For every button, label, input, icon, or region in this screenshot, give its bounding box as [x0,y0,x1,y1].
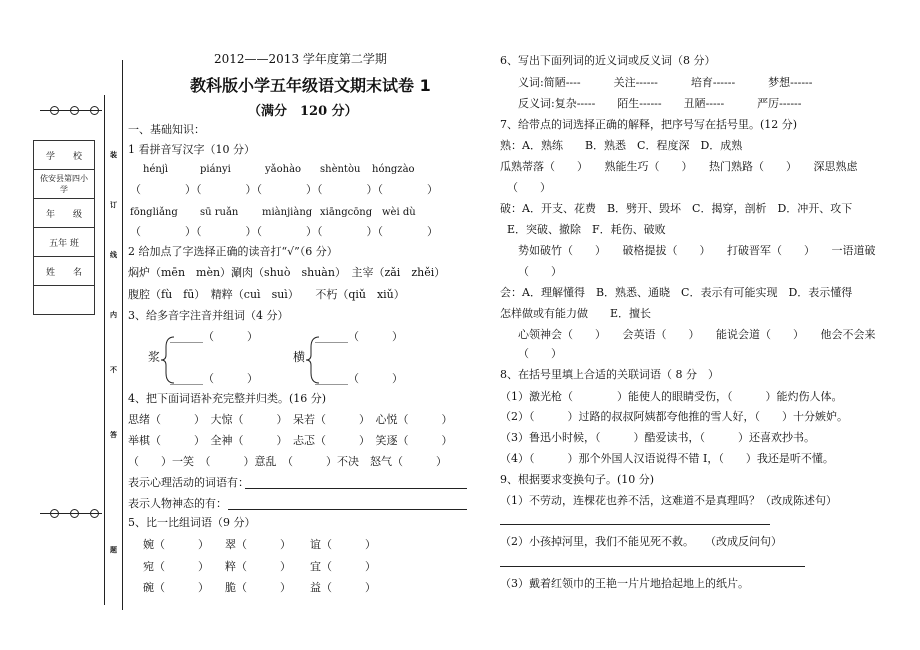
question-2-title: 2 给加点了字选择正确的读音打“√”（6 分） [128,245,338,258]
answer-blank[interactable]: ______（ ） [170,330,258,343]
answer-blanks-row[interactable]: （ ）（ ）（ ）（ ）（ ） [130,225,438,238]
compare-word[interactable]: 谊（ ） [310,538,376,551]
pinyin: miànjiàng [262,207,313,218]
pinyin: hóngzào [372,164,415,175]
question-7-options: 熟：A．熟练 B．熟悉 C．程度深 D．成熟 [500,139,743,152]
question-1-title: 1 看拼音写汉字（10 分） [128,143,255,156]
pinyin: shèntòu [320,164,361,175]
question-7-words[interactable]: 瓜熟蒂落（ ） 熟能生巧（ ） 热门熟路（ ） 深思熟虑 [500,160,858,173]
question-7-words[interactable]: 心领神会（ ） 会英语（ ） 能说会道（ ） 他会不会来 [518,328,876,341]
question-5-title: 5、比一比组词语（9 分） [128,516,256,529]
answer-blank[interactable]: ______（ ） [170,372,258,385]
binding-mark: 答 [110,430,117,439]
answer-blank[interactable]: （ ） [518,265,562,278]
name-label: 姓 名 [34,257,95,286]
question-8-title: 8、在括号里填上合适的关联词语（ 8 分 ） [500,368,719,381]
answer-blank[interactable]: （ ） [518,347,562,360]
question-7-options: 怎样做或有能力做 E．擅长 [500,307,652,320]
section-basic-knowledge: 一、基础知识： [128,123,205,136]
answer-blank[interactable]: （ ） [507,181,551,194]
pinyin: fōngliǎng [130,207,178,218]
question-4-row[interactable]: （ ）一笑 （ ）意乱 （ ）不决 怒气（ ） [128,455,447,468]
question-7-title: 7、给带点的词选择正确的解释，把序号写在括号里。(12 分) [500,118,798,131]
question-8-row[interactable]: （1）激光枪（ ）能使人的眼睛受伤，（ ）能灼伤人体。 [500,390,843,403]
mind-words-label: 表示心理活动的词语有： [128,476,249,489]
binding-rule-right [122,60,123,610]
pinyin: yǎohào [265,164,302,175]
question-4-title: 4、把下面词语补充完整并归类。(16 分) [128,392,327,405]
question-8-row[interactable]: （3）鲁迅小时候，（ ）酷爱读书，（ ）还喜欢抄书。 [500,431,815,444]
pinyin: sū ruǎn [200,207,239,218]
binding-mark: 内 [110,310,117,319]
answer-blank[interactable]: ______（ ） [315,372,403,385]
question-9-title: 9、根据要求变换句子。(10 分) [500,473,655,486]
question-6-antonyms[interactable]: 反义词:复杂----- 陌生------ 丑陋----- 严厉------ [518,97,802,110]
grade-label: 年 级 [34,199,95,228]
binding-rule-left [104,95,105,605]
binding-mark: 不 [110,365,117,374]
brace-icon [160,335,176,385]
question-9-item: （2）小孩掉河里，我们不能见死不救。 （改成反问句） [500,535,782,548]
grade-value: 五年 班 [34,228,95,257]
question-6-title: 6、写出下面列词的近义词或反义词（8 分） [500,54,716,67]
question-6-synonyms[interactable]: 义词:简陋---- 关注------ 培育------ 梦想------ [518,76,813,89]
question-8-row[interactable]: （2）（ ）过路的叔叔阿姨都夸他推的雪人好，（ ）十分嫉妒。 [500,410,848,423]
polyphone-char: 浆 [148,350,161,364]
answer-line[interactable] [500,524,770,525]
compare-word[interactable]: 婉（ ） [143,538,209,551]
question-4-row[interactable]: 举棋（ ） 全神（ ） 忐忑（ ） 笑逐（ ） [128,434,453,447]
question-7-options: 破：A．开支、花费 B．劈开、毁坏 C．揭穿，剖析 D．冲开、攻下 [500,202,853,215]
question-7-options: E．突破、撤除 F．耗伤、破败 [507,223,666,236]
question-9-item: （3）戴着红领巾的王艳一片片地拾起地上的纸片。 [500,577,749,590]
pinyin: piányi [200,164,231,175]
question-7-options: 会：A．理解懂得 B．熟悉、通晓 C．表示有可能实现 D．表示懂得 [500,286,853,299]
pinyin: xiāngcōng [320,207,373,218]
binding-mark: 装 [110,150,117,159]
question-2-row: 焖炉（mēn mèn）涮肉（shuò shuàn） 主宰（zǎi zhěi） [128,266,446,279]
school-label: 学 校 [34,141,95,170]
answer-line[interactable] [245,488,467,489]
compare-word[interactable]: 脆（ ） [225,581,291,594]
compare-word[interactable]: 宛（ ） [143,560,209,573]
question-3-title: 3、给多音字注音并组词（4 分） [128,309,289,322]
compare-word[interactable]: 粹（ ） [225,560,291,573]
answer-blanks-row[interactable]: （ ）（ ）（ ）（ ）（ ） [130,183,438,196]
exam-title: 教科版小学五年级语文期末试卷 1 [190,76,431,95]
question-7-words[interactable]: 势如破竹（ ） 破格提拔（ ） 打破晋军（ ） 一语道破 [518,244,876,257]
binding-mark: 线 [110,250,117,259]
exam-score: （满分 120 分） [248,104,358,119]
answer-line[interactable] [500,566,805,567]
expression-words-label: 表示人物神态的有： [128,497,227,510]
compare-word[interactable]: 碗（ ） [143,581,209,594]
question-9-item: （1）不劳动，连棵花也养不活，这难道不是真理吗？（改成陈述句） [500,494,837,507]
student-info-table [33,140,95,315]
compare-word[interactable]: 益（ ） [310,581,376,594]
pinyin: hénjì [143,164,169,175]
compare-word[interactable]: 翠（ ） [225,538,291,551]
question-4-row[interactable]: 思绪（ ） 大惊（ ） 呆若（ ） 心悦（ ） [128,413,453,426]
question-8-row[interactable]: （4）（ ）那个外国人汉语说得不错 I，（ ）我还是听不懂。 [500,452,834,465]
binding-line [40,513,102,514]
school-value: 依安县第四小学 [34,170,95,199]
binding-mark: 题 [110,545,117,554]
brace-icon [305,335,321,385]
answer-line[interactable] [228,509,467,510]
exam-year: 2012——2013 学年度第二学期 [214,52,387,66]
polyphone-char: 横 [293,350,306,364]
binding-mark: 订 [110,200,117,209]
binding-line [40,110,102,111]
compare-word[interactable]: 宜（ ） [310,560,376,573]
pinyin: wèi dù [382,207,416,218]
question-2-row: 腹腔（fù fū） 精粹（cuì suì） 不朽（qiǔ xiǔ） [128,288,405,301]
name-value[interactable] [34,286,95,315]
answer-blank[interactable]: ______（ ） [315,330,403,343]
